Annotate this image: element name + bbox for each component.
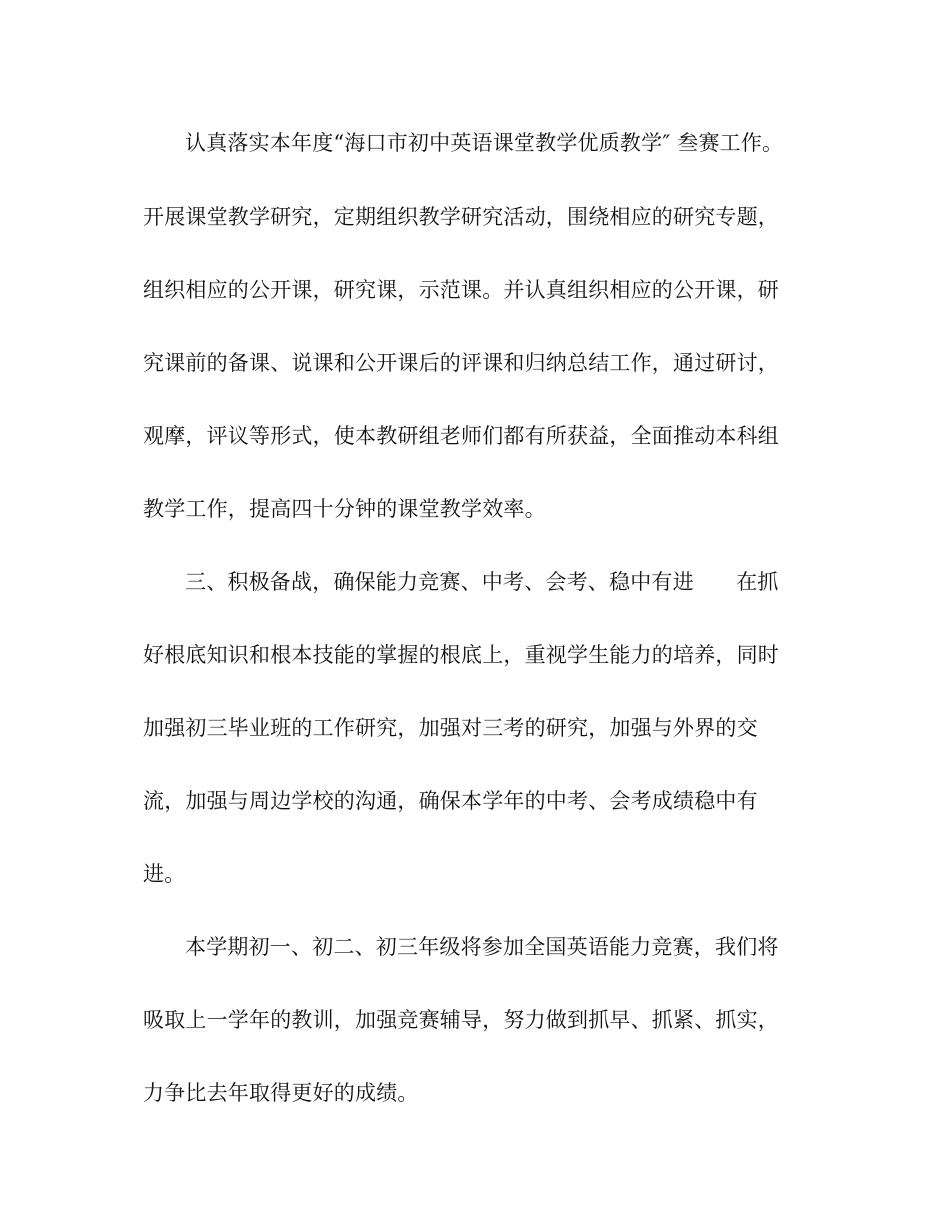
paragraph-2-line-1: 三、积极备战，确保能力竞赛、中考、会考、稳中有进 在抓 (185, 570, 779, 594)
paragraph-3-line-2: 吸取上一学年的教训，加强竞赛辅导，努力做到抓早、抓紧、抓实， (143, 1008, 779, 1032)
paragraph-3-line-3: 力争比去年取得更好的成绩。 (143, 1081, 419, 1105)
paragraph-1-line-6: 教学工作，提高四十分钟的课堂教学效率。 (143, 497, 546, 521)
paragraph-2-line-3: 加强初三毕业班的工作研究，加强对三考的研究，加强与外界的交 (143, 716, 758, 740)
paragraph-1-line-2: 开展课堂教学研究，定期组织教学研究活动，围绕相应的研究专题， (143, 205, 779, 229)
paragraph-3-line-1: 本学期初一、初二、初三年级将参加全国英语能力竞赛，我们将 (185, 935, 779, 959)
paragraph-1-line-5: 观摩，评议等形式，使本教研组老师们都有所获益，全面推动本科组 (143, 424, 779, 448)
paragraph-1-line-4: 究课前的备课、说课和公开课后的评课和归纳总结工作，通过研讨， (143, 351, 779, 375)
paragraph-2-line-2: 好根底知识和根本技能的掌握的根底上，重视学生能力的培养，同时 (143, 643, 779, 667)
paragraph-1-line-3: 组织相应的公开课，研究课，示范课。并认真组织相应的公开课，研 (143, 278, 779, 302)
paragraph-2-line-5: 进。 (143, 862, 186, 886)
paragraph-2-line-4: 流，加强与周边学校的沟通，确保本学年的中考、会考成绩稳中有 (143, 789, 758, 813)
paragraph-1-line-1: 认真落实本年度“海口市初中英语课堂教学优质教学″ 叁赛工作。 (185, 131, 784, 155)
